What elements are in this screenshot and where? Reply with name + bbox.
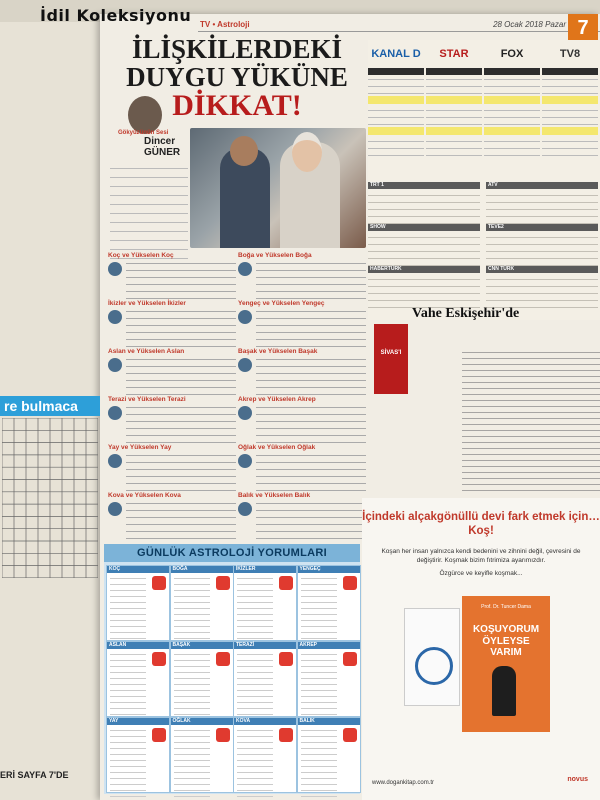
astro-sign-name: OĞLAK xyxy=(171,718,233,725)
page-date: 28 Ocak 2018 Pazar xyxy=(493,20,566,29)
sign-block xyxy=(238,300,366,349)
astro-heading: GÜNLÜK ASTROLOJİ YORUMLARI xyxy=(104,544,360,562)
zodiac-icon xyxy=(238,502,252,516)
sign-block xyxy=(108,252,236,301)
astro-cell xyxy=(233,565,297,641)
astro-sign-name: TERAZİ xyxy=(234,642,296,649)
tv-channel-name: TRT 1 xyxy=(368,182,480,189)
book-cover xyxy=(462,596,550,732)
sign-block xyxy=(238,348,366,397)
channel-column xyxy=(368,40,424,158)
tv-channel-box xyxy=(486,224,598,264)
tv-channel-box xyxy=(368,182,480,222)
astro-grid xyxy=(104,562,360,794)
zodiac-icon xyxy=(238,310,252,324)
zodiac-icon xyxy=(279,652,293,666)
page-number: 7 xyxy=(568,14,598,42)
ad-url: www.dogankitap.com.tr xyxy=(372,780,435,786)
sign-block xyxy=(108,348,236,397)
channel-column xyxy=(542,40,598,158)
tv-guide xyxy=(368,40,600,320)
publisher-logo: novus xyxy=(567,776,588,783)
sign-title: Balık ve Yükselen Balık xyxy=(238,492,311,499)
astro-sign-name: İKİZLER xyxy=(234,566,296,573)
watermark: İdil Koleksiyonu xyxy=(40,6,192,25)
sign-title: Kova ve Yükselen Kova xyxy=(108,492,181,499)
sign-block xyxy=(108,300,236,349)
sign-block xyxy=(108,444,236,493)
sign-block xyxy=(238,252,366,301)
zodiac-icon xyxy=(343,728,357,742)
zodiac-icon xyxy=(152,652,166,666)
zodiac-icon xyxy=(108,262,122,276)
zodiac-icon xyxy=(108,406,122,420)
vahe-title: Vahe Eskişehir'de xyxy=(412,306,520,321)
woman-head xyxy=(292,132,322,172)
astro-cell xyxy=(297,641,361,717)
zodiac-icon xyxy=(279,576,293,590)
section-label: TV • Astroloji xyxy=(200,20,250,29)
sign-title: Koç ve Yükselen Koç xyxy=(108,252,174,259)
zodiac-icon xyxy=(279,728,293,742)
vahe-poster: SİVAS'I xyxy=(374,324,408,394)
sign-block xyxy=(108,396,236,445)
headline-line-2: DUYGU YÜKÜNE xyxy=(126,61,348,92)
astro-sign-name: KOVA xyxy=(234,718,296,725)
astro-sign-name: AKREP xyxy=(298,642,360,649)
zodiac-icon xyxy=(108,310,122,324)
channel-logo: STAR xyxy=(439,48,469,60)
astro-sign-name: BALIK xyxy=(298,718,360,725)
zodiac-icon xyxy=(238,406,252,420)
zodiac-icon xyxy=(216,576,230,590)
astro-cell xyxy=(233,641,297,717)
zodiac-icon xyxy=(152,728,166,742)
channel-logo: KANAL D xyxy=(371,48,421,60)
zodiac-icon xyxy=(152,576,166,590)
tv-channel-name: CNN TÜRK xyxy=(486,266,598,273)
ad-body-2: Özgürce ve keyifle koşmak... xyxy=(439,570,523,577)
bulmaca-header: re bulmaca xyxy=(0,396,100,416)
headline-line-3: DİKKAT! xyxy=(172,89,302,123)
man-head xyxy=(230,136,258,166)
astro-sign-name: YENGEÇ xyxy=(298,566,360,573)
astro-sign-name: YAY xyxy=(107,718,169,725)
sign-title: Oğlak ve Yükselen Oğlak xyxy=(238,444,316,451)
astro-cell xyxy=(106,565,170,641)
astro-sign-name: BOĞA xyxy=(171,566,233,573)
zodiac-icon xyxy=(108,454,122,468)
tv-channel-box xyxy=(368,266,480,306)
sign-title: Boğa ve Yükselen Boğa xyxy=(238,252,312,259)
sign-block xyxy=(238,444,366,493)
channel-logo: FOX xyxy=(500,48,524,60)
sign-title: Yay ve Yükselen Yay xyxy=(108,444,172,451)
sign-block xyxy=(238,492,366,541)
astro-cell xyxy=(170,565,234,641)
tv-channel-box xyxy=(368,224,480,264)
sign-title: Yengeç ve Yükselen Yengeç xyxy=(238,300,325,307)
book-title: KOŞUYORUM ÖYLEYSE VARIM xyxy=(472,624,540,658)
sign-block xyxy=(108,492,236,541)
astro-cell xyxy=(297,565,361,641)
zodiac-icon xyxy=(238,262,252,276)
ad-headline: İçindeki alçakgönüllü devi fark etmek için… Koş! xyxy=(362,511,600,538)
astro-sign-name: KOÇ xyxy=(107,566,169,573)
ad-body: Koşan her insan yalnızca kendi bedenini ve zihnini değil, çevresini de değiştirir. Koşmak bizim fıtrimiza ayarımızdır. xyxy=(381,548,581,564)
couple-photo xyxy=(190,128,366,248)
astro-sign-name: ASLAN xyxy=(107,642,169,649)
sign-title: Terazi ve Yükselen Terazi xyxy=(108,396,186,403)
channel-logo: TV8 xyxy=(559,48,581,60)
astro-cell xyxy=(106,641,170,717)
tv-channel-name: SHOW xyxy=(368,224,480,231)
astro-cell xyxy=(170,641,234,717)
intro-text xyxy=(110,162,188,261)
channel-column xyxy=(484,40,540,158)
astro-cell xyxy=(233,717,297,793)
astro-cell xyxy=(170,717,234,793)
tv-channel-box xyxy=(486,182,598,222)
sign-title: Başak ve Yükselen Başak xyxy=(238,348,318,355)
zodiac-icon xyxy=(343,652,357,666)
author-first-name: Dincer xyxy=(144,136,176,147)
author-photo xyxy=(128,96,162,134)
astro-sign-name: BAŞAK xyxy=(171,642,233,649)
zodiac-icon xyxy=(238,454,252,468)
sign-title: İkizler ve Yükselen İkizler xyxy=(108,300,186,307)
author-block xyxy=(118,96,190,158)
tv-channel-name: HABERTÜRK xyxy=(368,266,480,273)
tv-channel-name: ATV xyxy=(486,182,598,189)
runner-icon xyxy=(492,666,516,716)
zodiac-icon xyxy=(216,652,230,666)
book-cover-small xyxy=(404,608,460,706)
left-crossword xyxy=(2,418,98,578)
sign-title: Akrep ve Yükselen Akrep xyxy=(238,396,316,403)
zodiac-icon xyxy=(238,358,252,372)
channel-column xyxy=(426,40,482,158)
book-author: Prof. Dr. Tuncer Dama xyxy=(481,604,531,610)
sign-title: Aslan ve Yükselen Aslan xyxy=(108,348,185,355)
astro-cell xyxy=(297,717,361,793)
tv-channel-name: TEVE2 xyxy=(486,224,598,231)
crossword-grid xyxy=(462,352,600,496)
tv-channel-box xyxy=(486,266,598,306)
astro-cell xyxy=(106,717,170,793)
sign-block xyxy=(238,396,366,445)
zodiac-icon xyxy=(216,728,230,742)
zodiac-icon xyxy=(108,502,122,516)
author-last-name: GÜNER xyxy=(144,147,181,158)
page-header xyxy=(198,18,600,32)
zodiac-icon xyxy=(343,576,357,590)
book-ad xyxy=(362,498,600,800)
author-tag: Gökyüzünün Sesi xyxy=(118,130,169,136)
seri-footer: ERİ SAYFA 7'DE xyxy=(0,770,69,780)
headline-line-1: İLİŞKİLERDEKİ xyxy=(131,34,343,64)
zodiac-icon xyxy=(108,358,122,372)
